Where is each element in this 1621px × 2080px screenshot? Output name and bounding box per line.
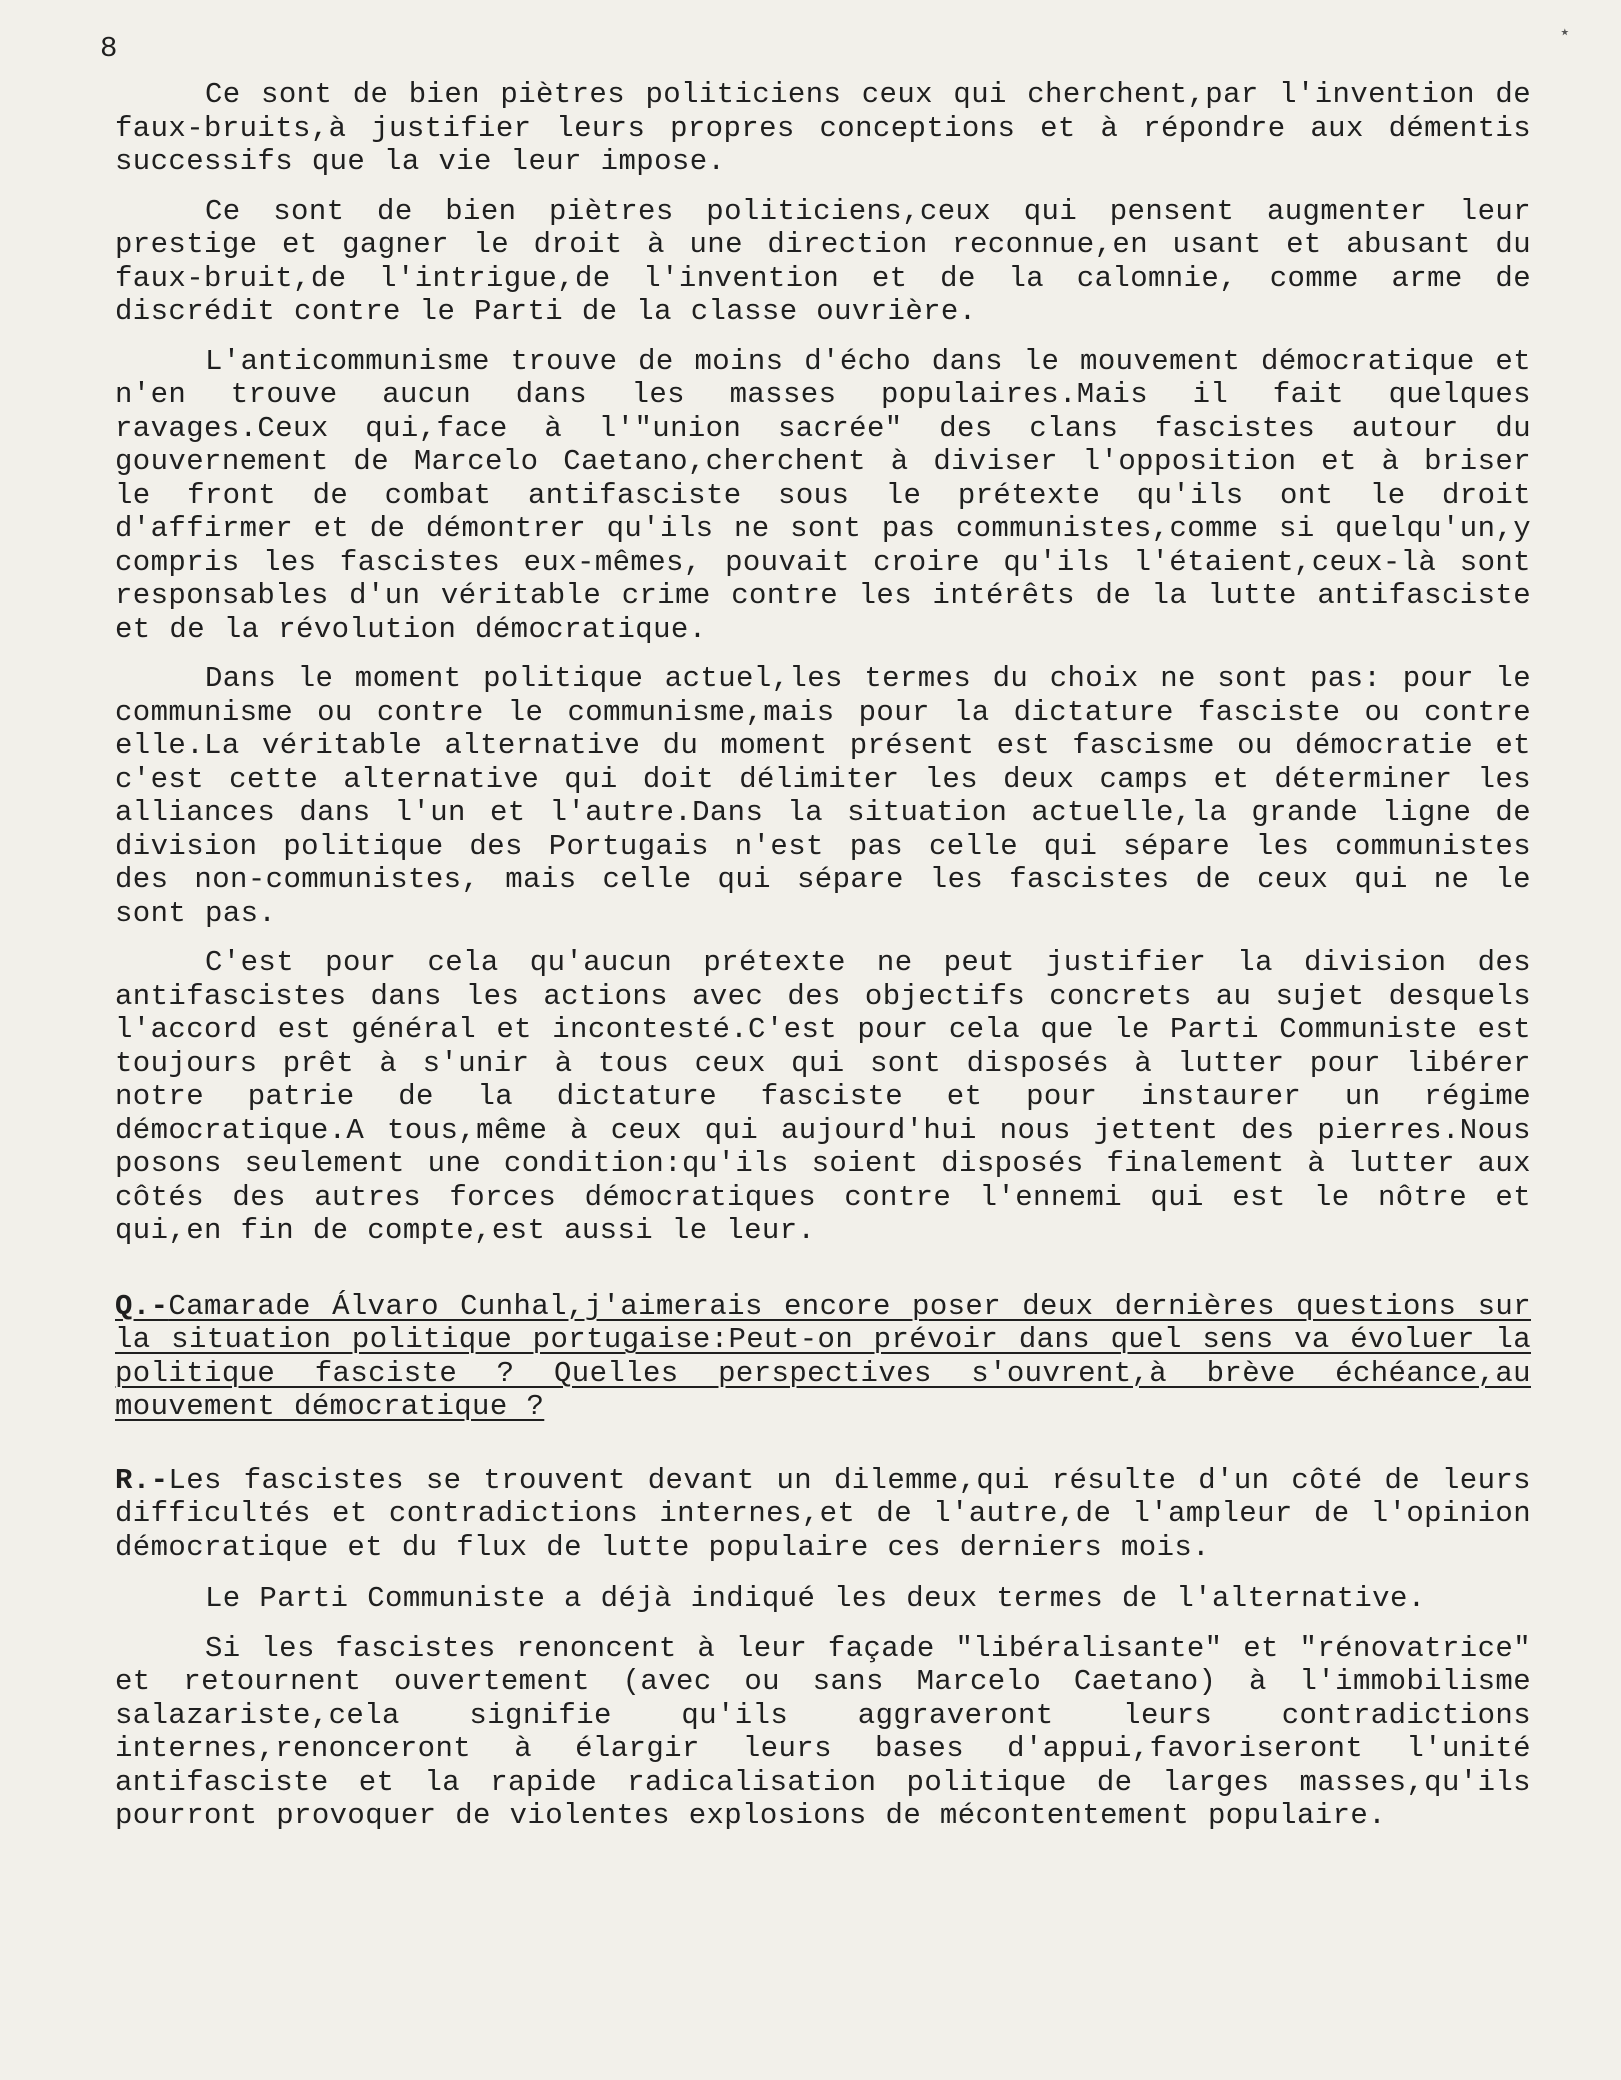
- paragraph: Le Parti Communiste a déjà indiqué les deux termes de l'alternative.: [205, 1582, 1426, 1615]
- answer-text: Les fascistes se trouvent devant un dilemme,qui résulte d'un côté de leurs difficultés et contradictions internes,et de l'autre,de l'ampleur de l'opinion démocratique et du flux de lutte populaire ces derniers mois.: [115, 1463, 1531, 1564]
- paragraph: C'est pour cela qu'aucun prétexte ne peut justifier la division des antifascistes dans les actions avec des objectifs concrets au sujet desquels l'accord est général et incontesté.C'est pour cela que le Parti Communiste est toujours prêt à s'unir à tous ceux qui sont disposés à lutter pour libérer notre patrie de la dictature fasciste et pour instaurer un régime démocratique.A tous,même à ceux qui aujourd'hui nous jettent des pierres.Nous posons seulement une condition:qu'ils soient disposés finalement à lutter aux côtés des autres forces démocratiques contre l'ennemi qui est le nôtre et qui,en fin de compte,est aussi le leur.: [115, 946, 1531, 1247]
- paragraph: Si les fascistes renoncent à leur façade "libéralisante" et "rénovatrice" et retournent ouvertement (avec ou sans Marcelo Caetano) à l'immobilisme salazariste,cela signifie qu'ils aggraveront leurs contradictions internes,renonceront à élargir leurs bases d'appui,favoriseront l'unité antifasciste et la rapide radicalisation politique de larges masses,qu'ils pourront provoquer de violentes explosions de mécontentement populaire.: [115, 1631, 1531, 1832]
- paragraph: Ce sont de bien piètres politiciens,ceux qui pensent augmenter leur prestige et gagner le droit à une direction reconnue,en usant et abusant du faux-bruit,de l'intrigue,de l'invention et de la calomnie, comme arme de discrédit contre le Parti de la classe ouvrière.: [115, 194, 1531, 328]
- document-body: [115, 78, 1531, 1833]
- paragraph: Ce sont de bien piètres politiciens ceux qui cherchent,par l'invention de faux-bruits,à justifier leurs propres conceptions et à répondre aux démentis successifs que la vie leur impose.: [115, 78, 1531, 178]
- page-number: 8: [100, 32, 118, 65]
- answer-label: R.-: [115, 1463, 169, 1497]
- question-text: Camarade Álvaro Cunhal,j'aimerais encore poser deux dernières questions sur la situation politique portugaise:Peut-on prévoir dans quel sens va évoluer la politique fasciste ? Quelles perspectives s'ouvrent,à brève échéance,au mouvement démocratique ?: [115, 1289, 1531, 1423]
- interview-answer: [115, 1464, 1531, 1565]
- scan-mark: ٭: [1560, 24, 1570, 42]
- paragraph: Dans le moment politique actuel,les termes du choix ne sont pas: pour le communisme ou contre le communisme,mais pour la dictature fasciste ou contre elle.La véritable alternative du moment présent est fascisme ou démocratie et c'est cette alternative qui doit délimiter les deux camps et déterminer les alliances dans l'un et l'autre.Dans la situation actuelle,la grande ligne de division politique des Portugais n'est pas celle qui sépare les communistes des non-communistes, mais celle qui sépare les fascistes de ceux qui ne le sont pas.: [115, 662, 1531, 930]
- paragraph: L'anticommunisme trouve de moins d'écho dans le mouvement démocratique et n'en trouve aucun dans les masses populaires.Mais il fait quelques ravages.Ceux qui,face à l'"union sacrée" des clans fascistes autour du gouvernement de Marcelo Caetano,cherchent à diviser l'opposition et à briser le front de combat antifasciste sous le prétexte qu'ils ont le droit d'affirmer et de démontrer qu'ils ne sont pas communistes,comme si quelqu'un,y compris les fascistes eux-mêmes, pouvait croire qu'ils l'étaient,ceux-là sont responsables d'un véritable crime contre les intérêts de la lutte antifasciste et de la révolution démocratique.: [115, 344, 1531, 646]
- question-label: Q.-: [115, 1289, 169, 1323]
- interview-question: [115, 1290, 1531, 1424]
